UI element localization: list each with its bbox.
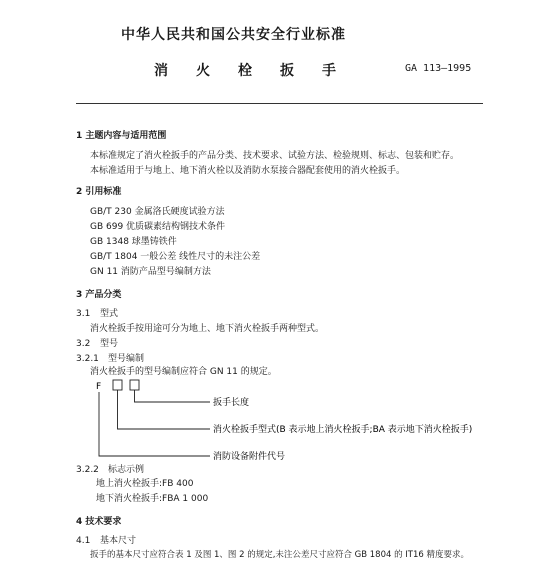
model-code-diagram <box>90 372 510 472</box>
document-title: 消火栓扳手 <box>154 63 364 79</box>
example-above-ground: 地上消火栓扳手:FB 400 <box>96 479 194 489</box>
subsection-3-2-1-number: 3.2.1 <box>76 354 99 364</box>
reference-item: GB 699 优质碳素结构钢技术条件 <box>90 222 226 232</box>
diagram-box-type <box>113 380 122 390</box>
diagram-label-length: 扳手长度 <box>213 398 250 408</box>
diagram-prefix-letter: F <box>96 382 102 392</box>
section-1-heading: 1 主题内容与适用范围 <box>76 131 167 141</box>
section-1-para-2: 本标准适用于与地上、地下消火栓以及消防水泵接合器配套使用的消火栓扳手。 <box>90 166 406 176</box>
reference-item: GN 11 消防产品型号编制方法 <box>90 267 211 277</box>
subsection-3-2-1-text: 消火栓扳手的型号编制应符合 GN 11 的规定。 <box>90 367 277 377</box>
diagram-box-length <box>130 380 139 390</box>
section-3-heading: 3 产品分类 <box>76 290 122 300</box>
standard-code: GA 113—1995 <box>405 63 472 74</box>
diagram-connectors <box>99 390 210 456</box>
subsection-3-2-title: 型号 <box>100 339 119 349</box>
section-2-heading: 2 引用标准 <box>76 187 122 197</box>
subsection-3-1-text: 消火栓扳手按用途可分为地上、地下消火栓扳手两种型式。 <box>90 324 325 334</box>
subsection-3-1-number: 3.1 <box>76 309 91 319</box>
subsection-3-1-title: 型式 <box>100 309 119 319</box>
reference-item: GB 1348 球墨铸铁件 <box>90 237 177 247</box>
diagram-label-type: 消火栓扳手型式(B 表示地上消火栓扳手;BA 表示地下消火栓扳手) <box>213 425 473 435</box>
example-underground: 地下消火栓扳手:FBA 1 000 <box>96 494 209 504</box>
standard-title: 中华人民共和国公共安全行业标准 <box>121 27 346 43</box>
subsection-4-1-title: 基本尺寸 <box>100 536 137 546</box>
diagram-label-code: 消防设备附件代号 <box>213 452 286 462</box>
subsection-4-1-number: 4.1 <box>76 536 91 546</box>
subsection-3-2-1-title: 型号编制 <box>108 354 145 364</box>
subsection-3-2-2-number: 3.2.2 <box>76 465 99 475</box>
section-4-heading: 4 技术要求 <box>76 517 122 527</box>
subsection-3-2-2-title: 标志示例 <box>108 465 145 475</box>
section-1-para-1: 本标准规定了消火栓扳手的产品分类、技术要求、试验方法、检验规则、标志、包装和贮存。 <box>90 151 460 161</box>
subsection-3-2-number: 3.2 <box>76 339 91 349</box>
subsection-4-1-text: 扳手的基本尺寸应符合表 1 及图 1、图 2 的规定,未注公差尺寸应符合 GB 1804 的 IT16 精度要求。 <box>90 550 470 560</box>
header-rule <box>76 103 483 104</box>
reference-item: GB/T 1804 一般公差 线性尺寸的未注公差 <box>90 252 261 262</box>
reference-item: GB/T 230 金属洛氏硬度试验方法 <box>90 207 225 217</box>
